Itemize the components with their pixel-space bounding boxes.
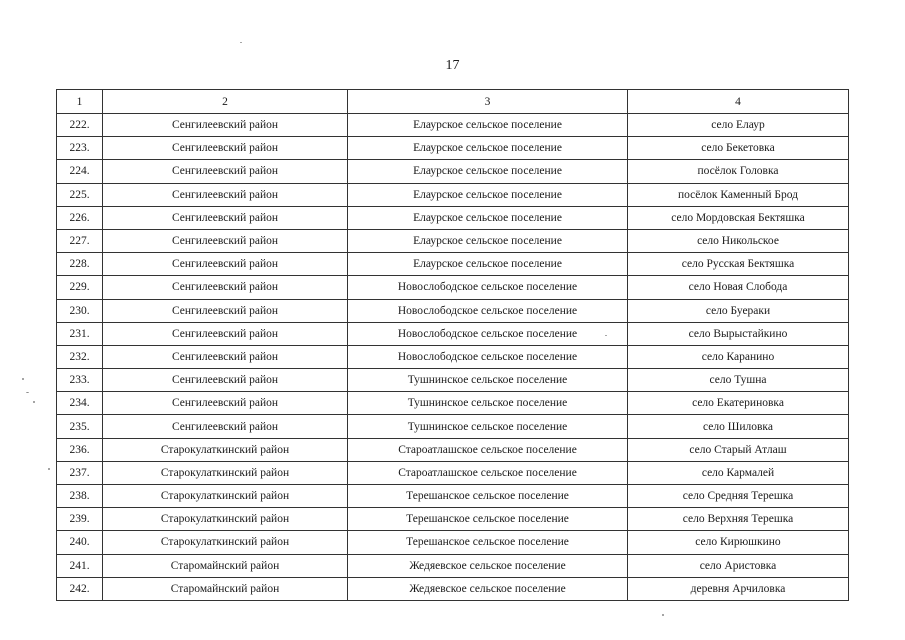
table-row — [57, 137, 849, 160]
column-header-1: 1 — [57, 90, 103, 114]
settlement-name: Тушнинское сельское поселение — [348, 369, 628, 392]
locality-name: село Каранино — [628, 345, 849, 368]
settlement-name: Жедяевское сельское поселение — [348, 554, 628, 577]
locality-name: село Шиловка — [628, 415, 849, 438]
district-name: Сенгилеевский район — [103, 276, 348, 299]
settlement-name: Староатлашское сельское поселение — [348, 438, 628, 461]
table-row — [57, 276, 849, 299]
table-row — [57, 253, 849, 276]
table-row — [57, 531, 849, 554]
settlement-name: Новослободское сельское поселение — [348, 322, 628, 345]
settlement-name: Терешанское сельское поселение — [348, 485, 628, 508]
locality-name: село Бекетовка — [628, 137, 849, 160]
table-body — [57, 114, 849, 601]
table-row — [57, 206, 849, 229]
row-number: 238. — [57, 485, 103, 508]
locality-name: село Елаур — [628, 114, 849, 137]
table-row — [57, 369, 849, 392]
scan-speck — [48, 468, 50, 470]
table-row — [57, 415, 849, 438]
settlement-name: Новослободское сельское поселение — [348, 299, 628, 322]
locality-name: село Аристовка — [628, 554, 849, 577]
district-name: Старокулаткинский район — [103, 508, 348, 531]
column-header-4: 4 — [628, 90, 849, 114]
district-name: Сенгилеевский район — [103, 299, 348, 322]
table-row — [57, 322, 849, 345]
table-row — [57, 508, 849, 531]
page-number: 17 — [445, 58, 460, 73]
table-row — [57, 160, 849, 183]
locality-name: село Новая Слобода — [628, 276, 849, 299]
row-number: 223. — [57, 137, 103, 160]
settlement-name: Елаурское сельское поселение — [348, 114, 628, 137]
district-name: Старокулаткинский район — [103, 461, 348, 484]
table-row — [57, 392, 849, 415]
scan-speck — [26, 392, 29, 393]
table-row — [57, 438, 849, 461]
locality-name: село Мордовская Бектяшка — [628, 206, 849, 229]
row-number: 228. — [57, 253, 103, 276]
settlement-name: Елаурское сельское поселение — [348, 137, 628, 160]
locality-name: посёлок Головка — [628, 160, 849, 183]
locality-name: деревня Арчиловка — [628, 577, 849, 600]
scan-speck — [240, 42, 242, 43]
scan-speck — [605, 335, 607, 336]
locality-name: село Никольское — [628, 229, 849, 252]
row-number: 240. — [57, 531, 103, 554]
settlement-name: Терешанское сельское поселение — [348, 508, 628, 531]
table-row — [57, 485, 849, 508]
row-number: 226. — [57, 206, 103, 229]
district-name: Сенгилеевский район — [103, 114, 348, 137]
district-name: Старомайнский район — [103, 577, 348, 600]
settlement-name: Новослободское сельское поселение — [348, 345, 628, 368]
table-row — [57, 577, 849, 600]
district-name: Сенгилеевский район — [103, 345, 348, 368]
table-row — [57, 461, 849, 484]
locality-name: село Вырыстайкино — [628, 322, 849, 345]
settlement-name: Елаурское сельское поселение — [348, 253, 628, 276]
table-row — [57, 229, 849, 252]
row-number: 235. — [57, 415, 103, 438]
locality-name: село Средняя Терешка — [628, 485, 849, 508]
settlement-name: Тушнинское сельское поселение — [348, 392, 628, 415]
locality-name: село Старый Атлаш — [628, 438, 849, 461]
table-row — [57, 554, 849, 577]
row-number: 241. — [57, 554, 103, 577]
locality-name: село Кирюшкино — [628, 531, 849, 554]
row-number: 231. — [57, 322, 103, 345]
table-row — [57, 114, 849, 137]
row-number: 233. — [57, 369, 103, 392]
row-number: 236. — [57, 438, 103, 461]
locality-name: посёлок Каменный Брод — [628, 183, 849, 206]
settlement-name: Терешанское сельское поселение — [348, 531, 628, 554]
district-name: Сенгилеевский район — [103, 206, 348, 229]
district-name: Сенгилеевский район — [103, 183, 348, 206]
column-header-3: 3 — [348, 90, 628, 114]
row-number: 230. — [57, 299, 103, 322]
row-number: 239. — [57, 508, 103, 531]
settlement-name: Жедяевское сельское поселение — [348, 577, 628, 600]
row-number: 234. — [57, 392, 103, 415]
table-row — [57, 183, 849, 206]
settlement-name: Новослободское сельское поселение — [348, 276, 628, 299]
row-number: 242. — [57, 577, 103, 600]
district-name: Старомайнский район — [103, 554, 348, 577]
settlement-name: Елаурское сельское поселение — [348, 229, 628, 252]
column-header-2: 2 — [103, 90, 348, 114]
locality-name: село Русская Бектяшка — [628, 253, 849, 276]
district-name: Сенгилеевский район — [103, 229, 348, 252]
locality-name: село Екатериновка — [628, 392, 849, 415]
district-name: Сенгилеевский район — [103, 392, 348, 415]
row-number: 237. — [57, 461, 103, 484]
settlement-name: Елаурское сельское поселение — [348, 160, 628, 183]
table-header-row — [57, 90, 849, 114]
settlement-name: Елаурское сельское поселение — [348, 183, 628, 206]
district-name: Сенгилеевский район — [103, 322, 348, 345]
row-number: 222. — [57, 114, 103, 137]
row-number: 232. — [57, 345, 103, 368]
table-row — [57, 299, 849, 322]
district-name: Старокулаткинский район — [103, 531, 348, 554]
locality-name: село Кармалей — [628, 461, 849, 484]
row-number: 225. — [57, 183, 103, 206]
settlement-name: Староатлашское сельское поселение — [348, 461, 628, 484]
settlements-table — [56, 89, 849, 601]
district-name: Сенгилеевский район — [103, 253, 348, 276]
district-name: Сенгилеевский район — [103, 137, 348, 160]
district-name: Сенгилеевский район — [103, 369, 348, 392]
row-number: 224. — [57, 160, 103, 183]
district-name: Старокулаткинский район — [103, 485, 348, 508]
scan-speck — [33, 401, 35, 403]
settlement-name: Елаурское сельское поселение — [348, 206, 628, 229]
locality-name: село Буераки — [628, 299, 849, 322]
settlement-name: Тушнинское сельское поселение — [348, 415, 628, 438]
district-name: Старокулаткинский район — [103, 438, 348, 461]
district-name: Сенгилеевский район — [103, 160, 348, 183]
locality-name: село Тушна — [628, 369, 849, 392]
locality-name: село Верхняя Терешка — [628, 508, 849, 531]
table-row — [57, 345, 849, 368]
district-name: Сенгилеевский район — [103, 415, 348, 438]
row-number: 227. — [57, 229, 103, 252]
scan-speck — [22, 378, 24, 380]
scan-speck — [662, 614, 664, 616]
row-number: 229. — [57, 276, 103, 299]
